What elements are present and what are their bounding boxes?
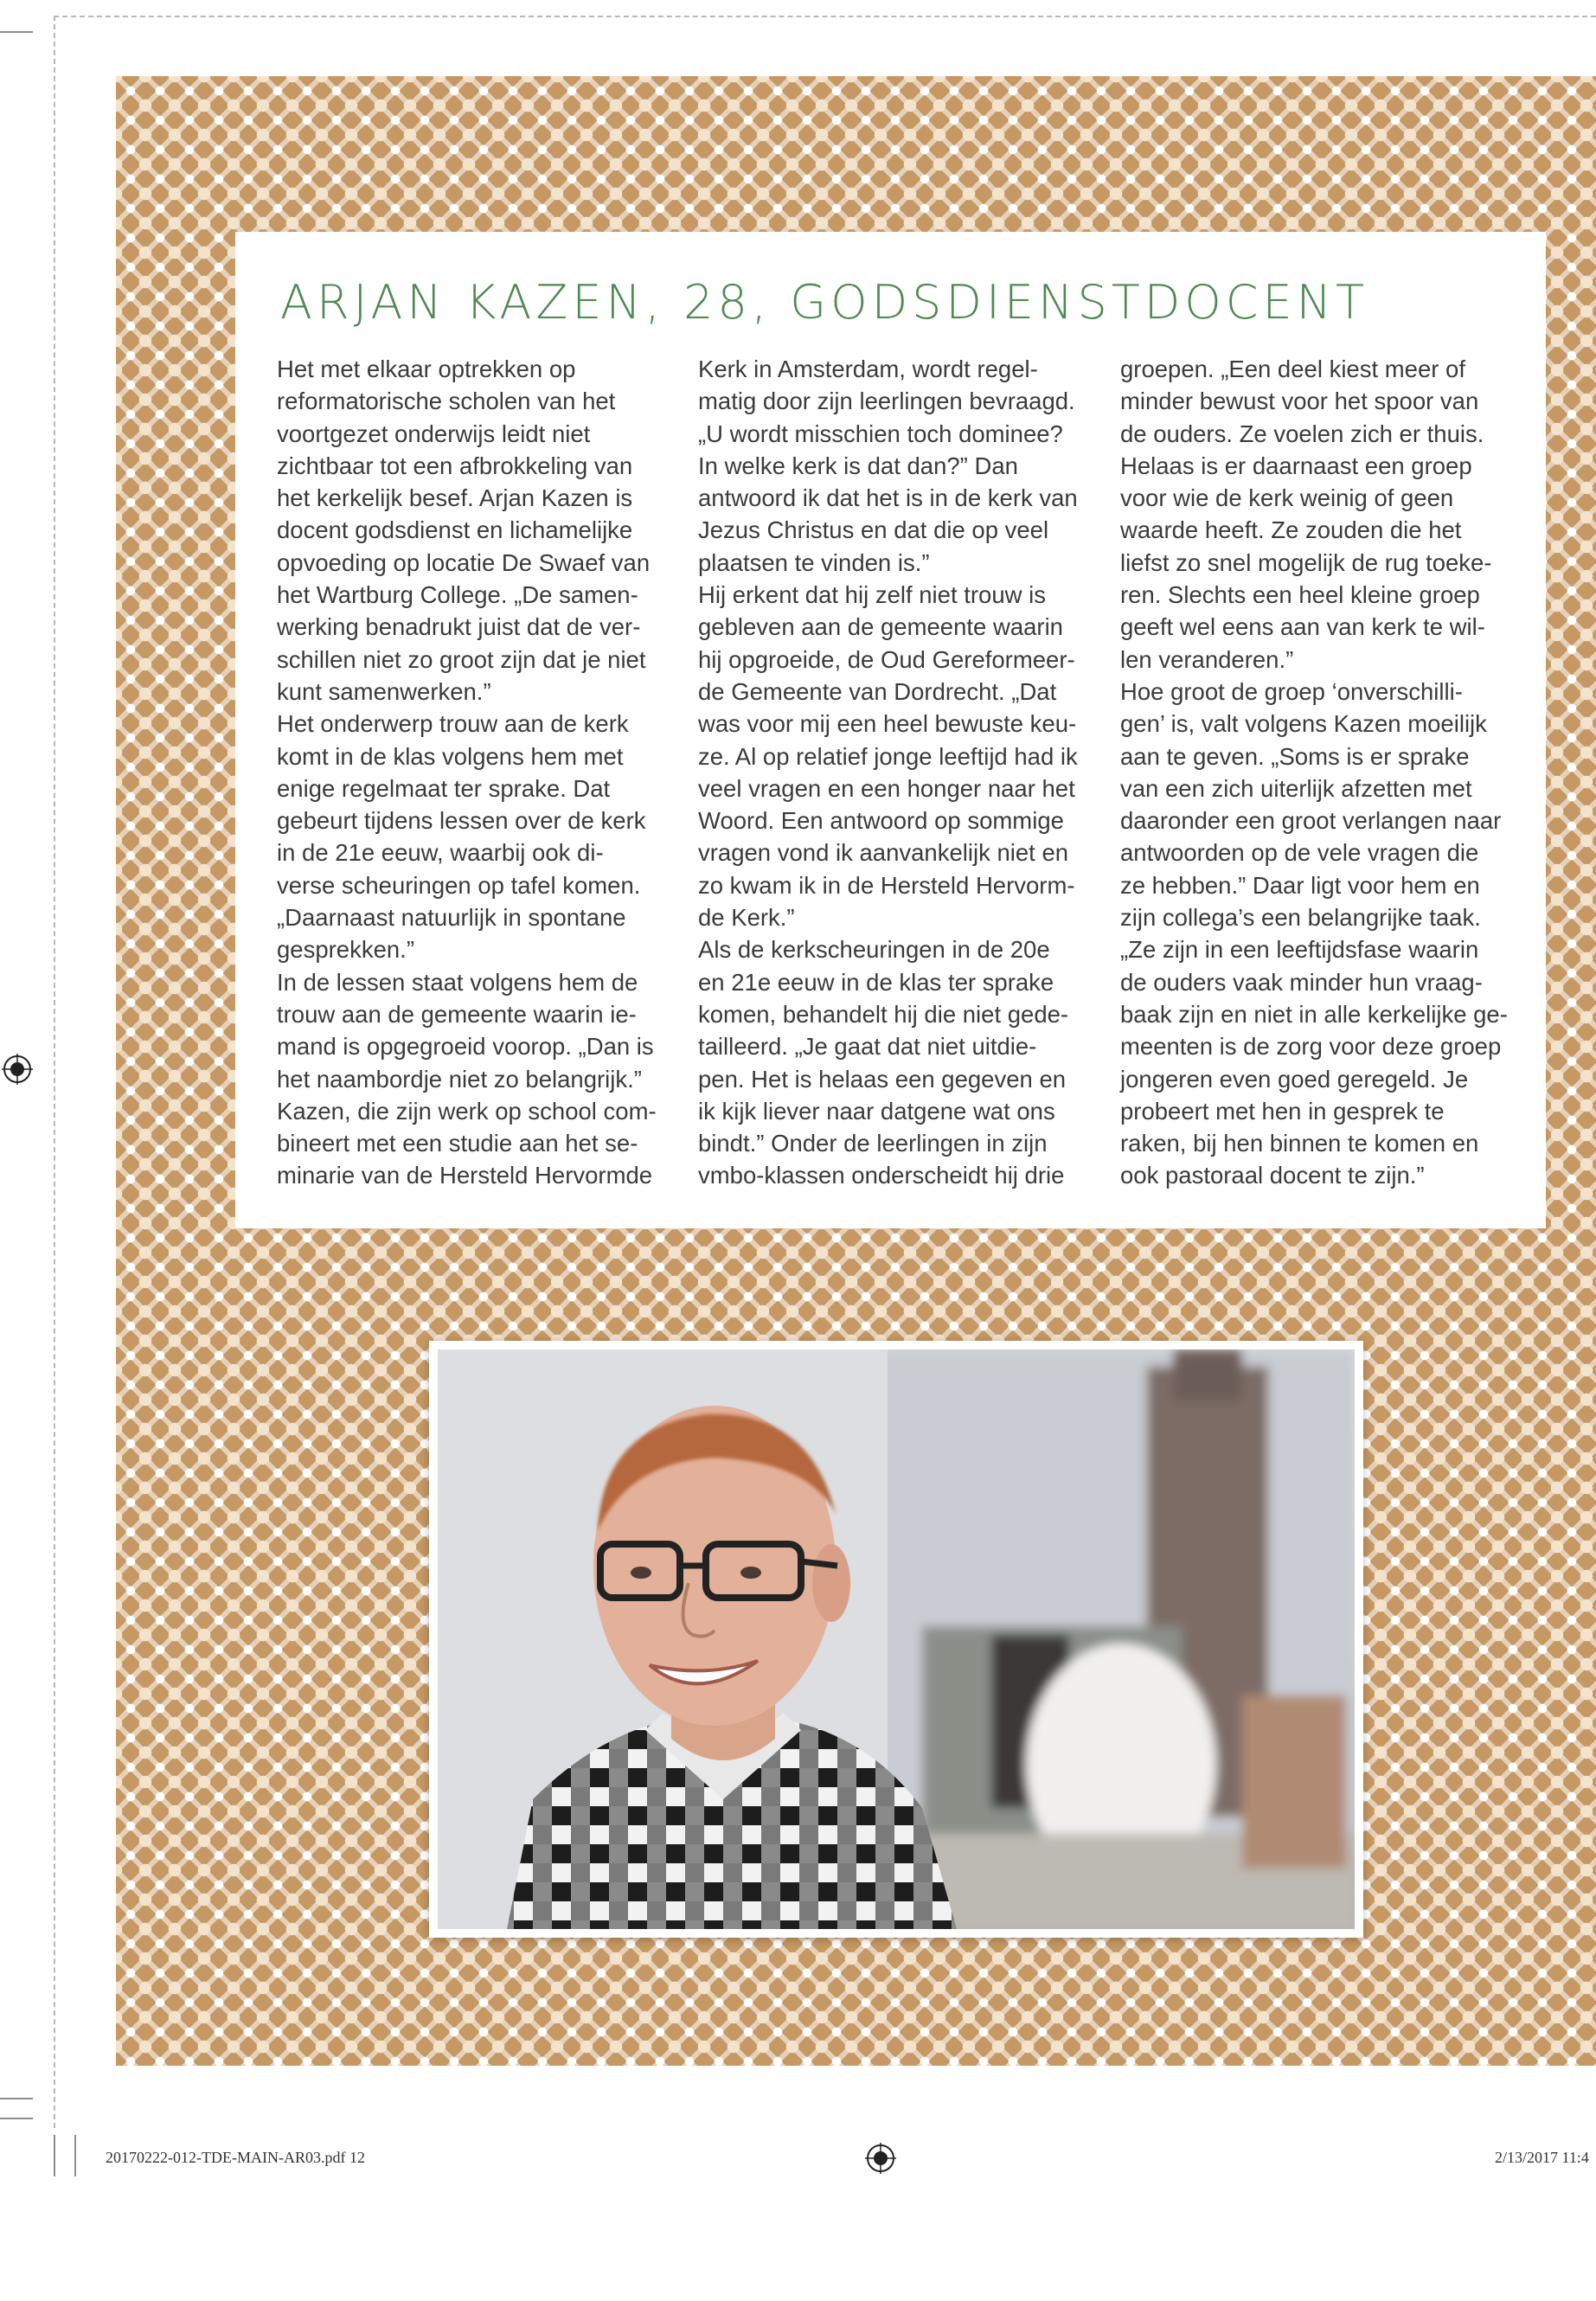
text-line: baak zijn en niet in alle kerkelijke ge-: [1120, 1000, 1508, 1028]
text-line: Hij erkent dat hij zelf niet trouw is: [698, 581, 1046, 609]
text-line: len veranderen.”: [1120, 645, 1294, 673]
text-line: het Wartburg College. „De samen-: [277, 581, 638, 609]
text-line: veel vragen en een honger naar het: [698, 774, 1075, 802]
portrait-photo: [438, 1349, 1355, 1929]
text-line: Kazen, die zijn werk op school com-: [277, 1097, 657, 1125]
text-line: docent godsdienst en lichamelijke: [277, 516, 633, 544]
text-line: „U wordt misschien toch dominee?: [698, 420, 1063, 447]
text-line: Kerk in Amsterdam, wordt regel-: [698, 356, 1038, 382]
text-line: schillen niet zo groot zijn dat je niet: [277, 645, 646, 673]
text-line: minder bewust voor het spoor van: [1120, 388, 1479, 415]
article-box: [235, 232, 1546, 1228]
text-line: gebeurt tijdens lessen over de kerk: [277, 807, 646, 835]
text-line: tailleerd. „Je gaat dat niet uitdie-: [698, 1033, 1037, 1061]
text-line: ook pastoraal docent te zijn.”: [1120, 1162, 1425, 1189]
text-line: raken, bij hen binnen te komen en: [1120, 1130, 1479, 1157]
text-line: komt in de klas volgens hem met: [277, 742, 624, 770]
text-line: probeert met hen in gesprek te: [1120, 1097, 1445, 1125]
text-line: reformatorische scholen van het: [277, 388, 616, 415]
text-line: matig door zijn leerlingen bevraagd.: [698, 388, 1075, 415]
text-line: de Kerk.”: [698, 904, 795, 932]
text-line: het kerkelijk besef. Arjan Kazen is: [277, 484, 633, 512]
text-line: Jezus Christus en dat die op veel: [698, 516, 1049, 544]
text-line: gen’ is, valt volgens Kazen moeilijk: [1120, 710, 1487, 738]
crop-line-top: [54, 16, 1596, 17]
text-line: Hoe groot de groep ‘onverschilli-: [1120, 677, 1463, 705]
text-line: voortgezet onderwijs leidt niet: [277, 420, 591, 447]
article-column-1: [277, 353, 675, 1192]
text-line: groepen. „Een deel kiest meer of: [1120, 356, 1465, 382]
crop-tick-bottom-left: [0, 2098, 33, 2099]
registration-mark-left: [2, 1054, 33, 1085]
text-line: gebleven aan de gemeente waarin: [698, 613, 1063, 641]
text-line: pen. Het is helaas een gegeven en: [698, 1065, 1067, 1093]
text-line: antwoorden op de vele vragen die: [1120, 839, 1479, 867]
text-line: enige regelmaat ter sprake. Dat: [277, 774, 611, 802]
footer-date-slug: 2/13/2017 11:4: [1495, 2149, 1589, 2166]
text-line: geeft wel eens aan van kerk te wil-: [1120, 613, 1485, 641]
text-line: plaatsen te vinden is.”: [698, 548, 930, 576]
text-line: verse scheuringen op tafel komen.: [277, 871, 641, 899]
registration-mark-bottom: [865, 2143, 896, 2174]
footer-file-slug: 20170222-012-TDE-MAIN-AR03.pdf 12: [106, 2149, 365, 2166]
text-line: bindt.” Onder de leerlingen in zijn: [698, 1130, 1048, 1157]
crop-tick-top-left: [0, 31, 33, 33]
text-line: hij opgroeide, de Oud Gereformeer-: [698, 645, 1075, 673]
text-line: In welke kerk is dat dan?” Dan: [698, 452, 1018, 479]
text-line: komen, behandelt hij die niet gede-: [698, 1000, 1069, 1028]
text-line: en 21e eeuw in de klas ter sprake: [698, 968, 1054, 996]
text-line: de Gemeente van Dordrecht. „Dat: [698, 677, 1057, 705]
text-line: opvoeding op locatie De Swaef van: [277, 548, 651, 576]
text-line: Als de kerkscheuringen in de 20e: [698, 936, 1050, 964]
text-line: gesprekken.”: [277, 936, 414, 964]
text-line: In de lessen staat volgens hem de: [277, 968, 638, 996]
portrait-photo-frame: [429, 1341, 1363, 1938]
text-line: waarde heeft. Ze zouden die het: [1120, 516, 1462, 544]
text-line: werking benadrukt juist dat de ver-: [277, 613, 641, 641]
text-line: daaronder een groot verlangen naar: [1120, 807, 1502, 835]
text-line: zo kwam ik in de Hersteld Hervorm-: [698, 871, 1075, 899]
text-line: mand is opgegroeid voorop. „Dan is: [277, 1033, 654, 1061]
text-line: bineert met een studie aan het se-: [277, 1130, 638, 1157]
text-line: ze. Al op relatief jonge leeftijd had ik: [698, 742, 1078, 770]
text-line: meenten is de zorg voor deze groep: [1120, 1033, 1502, 1061]
text-line: aan te geven. „Soms is er sprake: [1120, 742, 1470, 770]
text-line: liefst zo snel mogelijk de rug toeke-: [1120, 548, 1492, 576]
text-line: antwoord ik dat het is in de kerk van: [698, 484, 1078, 512]
text-line: voor wie de kerk weinig of geen: [1120, 484, 1454, 512]
text-line: ren. Slechts een heel kleine groep: [1120, 581, 1480, 609]
text-line: vmbo-klassen onderscheidt hij drie: [698, 1162, 1065, 1189]
article-headline: ARJAN KAZEN, 28, GODSDIENSTDOCENT: [280, 275, 1368, 330]
text-line: trouw aan de gemeente waarin ie-: [277, 1000, 637, 1028]
crop-tick-bottom-left-2: [0, 2118, 33, 2119]
crop-tick-footer-2: [74, 2135, 76, 2176]
text-line: ik kijk liever naar datgene wat ons: [698, 1097, 1055, 1125]
text-line: in de 21e eeuw, waarbij ook di-: [277, 839, 604, 867]
text-line: Het onderwerp trouw aan de kerk: [277, 710, 629, 738]
text-line: de ouders vaak minder hun vraag-: [1120, 968, 1483, 996]
text-line: van een zich uiterlijk afzetten met: [1120, 774, 1472, 802]
text-line: zijn collega’s een belangrijke taak.: [1120, 904, 1481, 932]
text-line: „Daarnaast natuurlijk in spontane: [277, 904, 626, 932]
text-line: Woord. Een antwoord op sommige: [698, 807, 1064, 835]
text-line: Het met elkaar optrekken op: [277, 356, 576, 382]
article-column-3: [1120, 353, 1518, 1192]
text-line: vragen vond ik aanvankelijk niet en: [698, 839, 1069, 867]
text-line: het naambordje niet zo belangrijk.”: [277, 1065, 642, 1093]
text-line: Helaas is er daarnaast een groep: [1120, 452, 1472, 479]
crop-line-left: [54, 16, 55, 2128]
text-line: zichtbaar tot een afbrokkeling van: [277, 452, 633, 479]
text-line: was voor mij een heel bewuste keu-: [698, 710, 1077, 738]
text-line: kunt samenwerken.”: [277, 677, 491, 705]
text-line: ze hebben.” Daar ligt voor hem en: [1120, 871, 1480, 899]
crop-tick-footer-1: [54, 2135, 55, 2176]
text-line: de ouders. Ze voelen zich er thuis.: [1120, 420, 1484, 447]
text-line: „Ze zijn in een leeftijdsfase waarin: [1120, 936, 1479, 964]
article-column-2: [698, 353, 1096, 1192]
text-line: jongeren even goed geregeld. Je: [1120, 1065, 1469, 1093]
text-line: minarie van de Hersteld Hervormde: [277, 1162, 653, 1189]
